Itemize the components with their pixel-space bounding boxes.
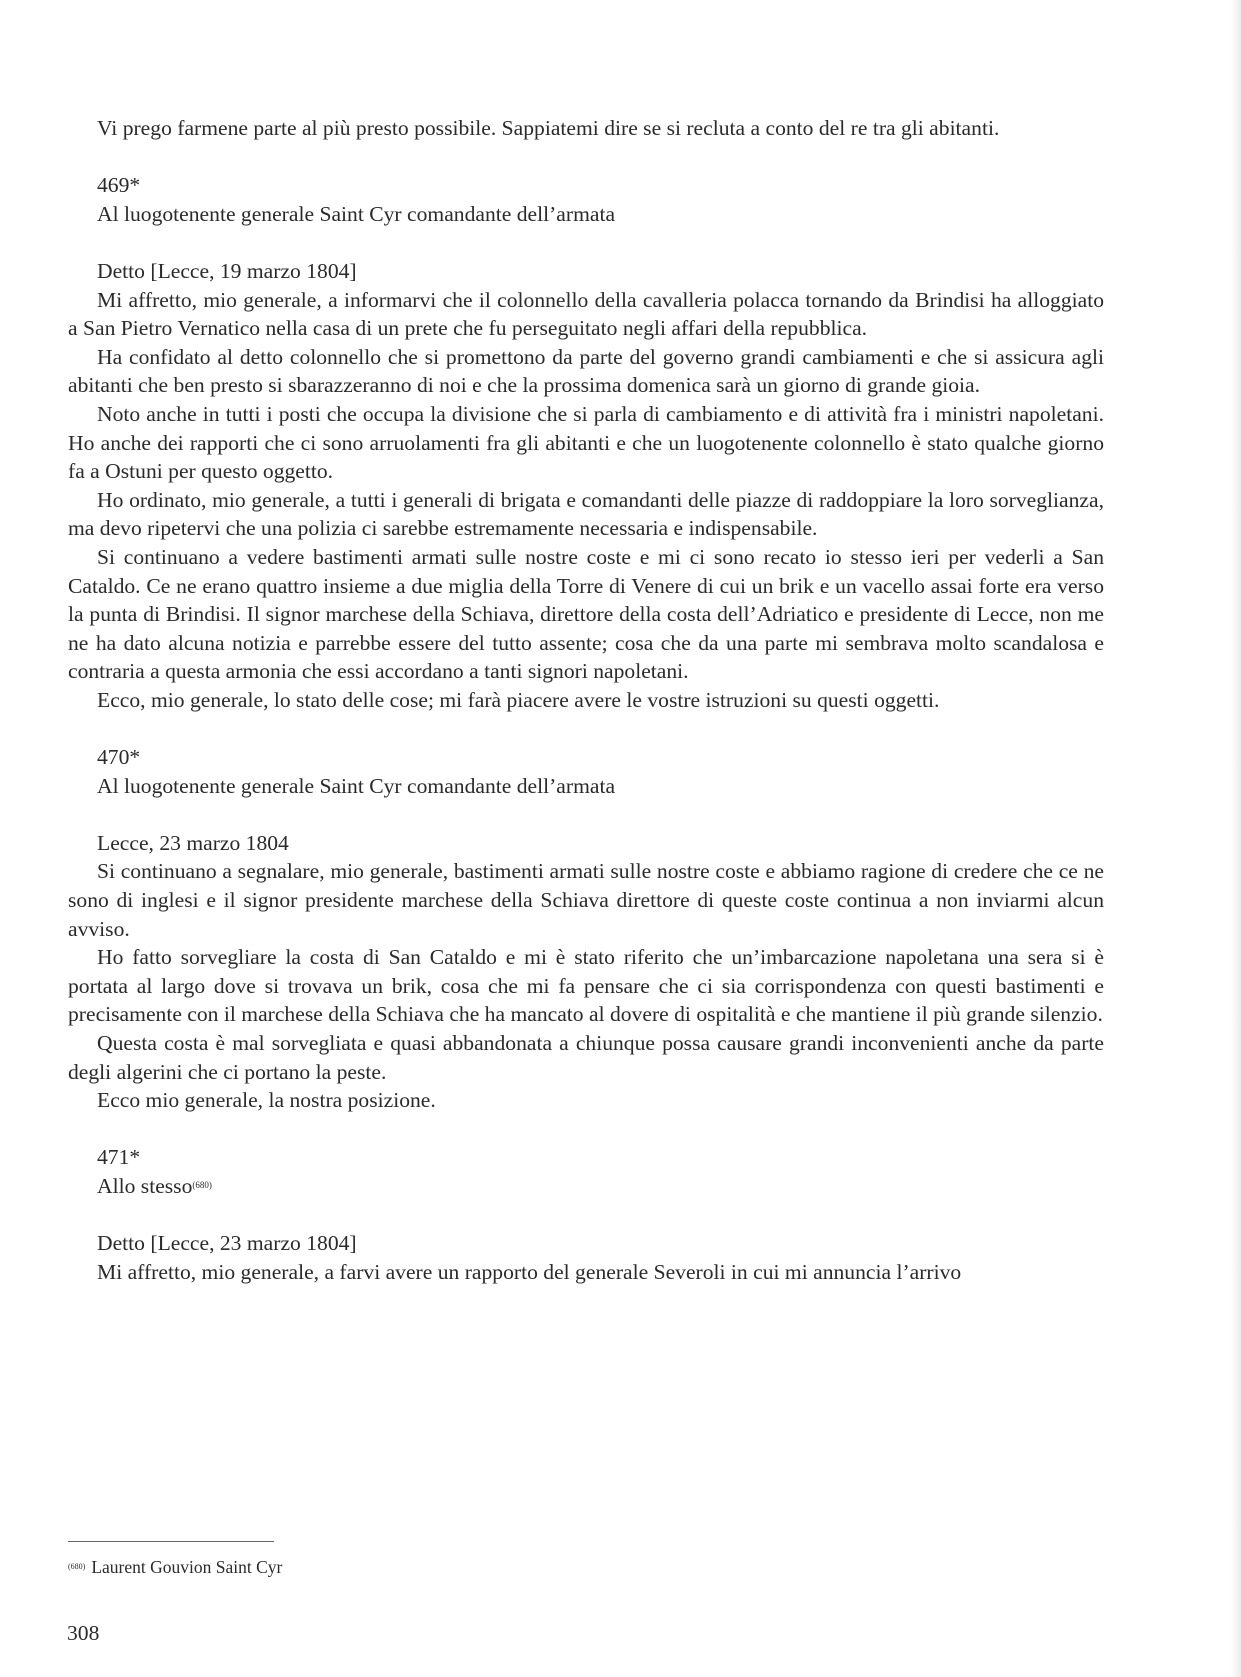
letter-paragraph: Si continuano a vedere bastimenti armati sulle nostre coste e mi ci sono recato io stesso ieri per vederli a San Cataldo. Ce ne erano quattro insieme a due miglia della Torre di Venere di cui un brik e un vacello assai forte era verso la punta di Brindisi. Il signor marchese della Schiava, direttore della costa dell’Adriatico e presidente di Lecce, non me ne ha dato alcuna notizia e parrebbe essere del tutto assente; cosa che da una parte mi sembrava molto scandalosa e contraria a questa armonia che essi accordano a tanti signori napoletani. (68, 544, 1104, 684)
letter-paragraph: Ecco mio generale, la nostra posizione. (97, 1088, 436, 1113)
letter-dateline: Detto [Lecce, 23 marzo 1804] (97, 1231, 357, 1256)
letter-recipient: Allo stesso (97, 1173, 193, 1198)
letter-dateline: Lecce, 23 marzo 1804 (97, 830, 289, 855)
spacer (68, 714, 1104, 743)
footnote-text: Laurent Gouvion Saint Cyr (91, 1557, 283, 1577)
letter-paragraph: Mi affretto, mio generale, a informarvi che il colonnello della cavalleria polacca tornando da Brindisi ha alloggiato a San Pietro Vernatico nella casa di un prete che fu perseguitato negli affari della repubblica. (68, 287, 1104, 341)
footnote-reference: (680) (192, 1179, 212, 1190)
letter-header (68, 171, 1104, 228)
letter-paragraph: Ho ordinato, mio generale, a tutti i generali di brigata e comandanti delle piazze di raddoppiare la loro sorveglianza, ma devo ripetervi che una polizia ci sarebbe estremamente necessaria e indispensabile. (68, 487, 1104, 541)
main-text (68, 114, 1104, 1286)
spacer (68, 1115, 1104, 1144)
letter-recipient-line (97, 1172, 1104, 1201)
letter-paragraph: Ho fatto sorvegliare la costa di San Cataldo e mi è stato riferito che un’imbarcazione napoletana una sera si è portata al largo dove si trovava un brik, cosa che mi fa pensare che ci sia corrispondenza con questi bastimenti e precisamente con il marchese della Schiava che ha mancato al dovere di ospitalità e che mantiene il più grande silenzio. (68, 945, 1104, 1027)
letter-paragraph: Mi affretto, mio generale, a farvi avere un rapporto del generale Severoli in cui mi annuncia l’arrivo (97, 1259, 962, 1284)
letter-dateline-block (68, 1229, 1104, 1258)
letter-number: 471* (97, 1145, 141, 1170)
spacer (68, 800, 1104, 829)
letter-recipient: Al luogotenente generale Saint Cyr comandante dell’armata (97, 201, 616, 226)
letter-paragraph: Noto anche in tutti i posti che occupa la divisione che si parla di cambiamento e di attività fra i ministri napoletani. Ho anche dei rapporti che ci sono arruolamenti fra gli abitanti e che un luogotenente colonnello è stato qualche giorno fa a Ostuni per questo oggetto. (68, 401, 1104, 484)
letter-paragraph: Si continuano a segnalare, mio generale, bastimenti armati sulle nostre coste e abbiamo ragione di credere che ce ne sono di inglesi e il signor presidente marchese della Schiava direttore di queste coste continua a non inviarmi alcun avviso. (68, 859, 1104, 941)
letter-dateline-block (68, 257, 1104, 286)
letter-paragraph: Ha confidato al detto colonnello che si promettono da parte del governo grandi cambiamenti e che si assicura agli abitanti che ben presto si sbarazzeranno di noi e che la prossima domenica sarà un giorno di grande gioia. (68, 344, 1104, 398)
footnote (68, 1556, 282, 1578)
page-edge-shadow (1231, 0, 1241, 1677)
letter-paragraph: Ecco, mio generale, lo stato delle cose; mi farà piacere avere le vostre istruzioni su questi oggetti. (97, 687, 940, 712)
spacer (68, 228, 1104, 257)
spacer (68, 143, 1104, 172)
letter-recipient: Al luogotenente generale Saint Cyr comandante dell’armata (97, 773, 616, 798)
letter-number: 470* (97, 745, 141, 770)
letter-header (68, 1143, 1104, 1200)
letter-dateline-block (68, 829, 1104, 858)
letter-header (68, 743, 1104, 800)
letter-dateline: Detto [Lecce, 19 marzo 1804] (97, 258, 357, 283)
letter-number: 469* (97, 173, 141, 198)
letter-paragraph: Questa costa è mal sorvegliata e quasi abbandonata a chiunque possa causare grandi inconvenienti anche da parte degli algerini che ci portano la peste. (68, 1031, 1104, 1084)
page-number: 308 (67, 1621, 100, 1645)
footnote-marker: (680) (68, 1562, 86, 1571)
opening-paragraph: Vi prego farmene parte al più presto possibile. Sappiatemi dire se si recluta a conto del re tra gli abitanti. (97, 116, 1000, 140)
footnote-divider (68, 1541, 274, 1542)
spacer (68, 1201, 1104, 1230)
